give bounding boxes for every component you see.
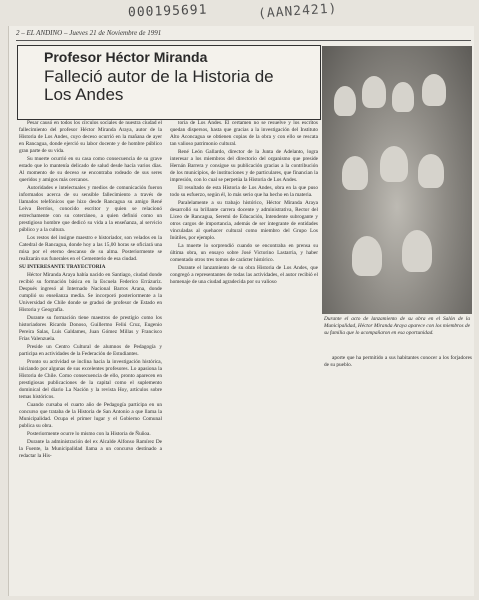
running-head: 2 – EL ANDINO – Jueves 21 de Noviembre de 1991 xyxy=(16,29,162,37)
paragraph: René León Gallardo, director de la Junta de Adelanto, logra interesar a los miembros del directorio del organismo que preside Hernán Barrera y consigue su publicación gracias a la contribución de los municipios, de instituciones y de particulares, que financian la impresión, con lo cual se perpetúa la Historia de Los Andes. xyxy=(170,149,318,183)
paragraph: Durante el lanzamiento de su obra Historia de Los Andes, que congregó a representantes de todas las actividades, el autor recibió el homenaje de una ciudad agradecida por su valioso xyxy=(170,265,318,285)
paragraph: Durante su formación tiene maestros de prestigio como los historiadores Ricardo Donoso, Guillermo Feliú Cruz, Eugenio Pereira Salas, Luis Galdames, Juan Gómez Millas y Francisco Frías Valenzuela. xyxy=(19,315,162,342)
paragraph: Posteriormente ocurre lo mismo con la Historia de Ñuñoa. xyxy=(27,431,151,437)
paragraph: aporte que ha permitido a sus habitantes conocer a los forjadores de su pueblo. xyxy=(324,355,472,368)
article-column-2 xyxy=(170,120,318,375)
paragraph: Pronto su actividad se inclina hacia la investigación histórica, iniciando por algunas de sus excelentes profesores. Lo apasiona la Historia de Chile. Como consecuencia de ello, pronto aparecen en prestigiosas publicaciones de la capital como el suplemento dominical del diario La Nación y la revista Hoy, artículos sobre temas históricos. xyxy=(19,359,162,400)
headline-box xyxy=(17,45,321,120)
paragraph: Pesar causó en todos los círculos sociales de nuestra ciudad el fallecimiento del profesor Héctor Miranda Araya, autor de la Historia de Los Andes, cuyo deceso ocurrió en la mañana de ayer en Rancagua, donde ejerció su labor docente y de hombre público gran parte de su vida. xyxy=(19,120,162,154)
article-kicker: Profesor Héctor Miranda xyxy=(44,49,208,65)
top-rule xyxy=(16,40,471,41)
paragraph: Los restos del insigne maestro e historiador, son velados en la Catedral de Rancagua, donde hoy a las 15,00 horas se oficiará una misa por el eterno descanso de su alma. Posteriormente se realizarán sus funerales en el Cementerio de esa ciudad. xyxy=(19,235,162,262)
article-subhead: SU INTERESANTE TRAYECTORIA xyxy=(19,264,106,270)
article-headline: Falleció autor de la Historia de Los Andes xyxy=(44,67,274,104)
article-photo xyxy=(322,46,472,314)
paragraph: La muerte lo sorprendió cuando se encontraba en prensa su última obra, un ensayo sobre José Victorino Lastarria, y haber comentado otros tres tomos de carácter histórico. xyxy=(170,243,318,263)
article-column-3 xyxy=(324,355,472,385)
paragraph: Su muerte ocurrió en su casa como consecuencia de su grave estado que lo mantenía delicado de salud desde hacía varios días. Al momento de su deceso se encontraba rodeado de sus seres queridos y amigos más cercanos. xyxy=(19,156,162,183)
article-column-1 xyxy=(19,120,162,592)
paragraph: El resultado de esta Historia de Los Andes, obra en la que puso todo su esfuerzo, según él, lo más serio que ha hecho en la materia. xyxy=(170,185,318,198)
paragraph: toria de Los Andes. El certamen no se resuelve y los escritos quedan dispersos, hasta que gracias a la investigación del Instituto Alto Aconcagua se obtienen copias de la obra y con ello se rescata tan valioso patrimonio cultural. xyxy=(170,120,318,147)
paragraph: Paralelamente a su trabajo histórico, Héctor Miranda Araya desarrolló su brillante carrera docente y administrativa, Rector del Liceo de Rancagua, Seremi de Educación, Intendente subrogante y otros cargos de importancia, además de ser integrante de entidades vinculadas al quehacer cultural como miembro del Grupo Los Inútiles, por ejemplo. xyxy=(170,200,318,241)
handwritten-catalog-code-right: (AAN2421) xyxy=(257,1,338,22)
handwritten-catalog-code: 000195691 xyxy=(127,2,208,21)
paragraph: Héctor Miranda Araya había nacido en Santiago, ciudad donde recibió su formación básica en la Escuela Federico Errázuriz. Después ingresó al Internado Nacional Barros Arana, donde cumplió su enseñanza media. Se incorporó posteriormente a la Universidad de Chile donde se graduó de profesor de Estado en Historia y Geografía. xyxy=(19,272,162,313)
paragraph: Cuando cursaba el cuarto año de Pedagogía participa en un concurso que trataba de la Historia de San Antonio a que llama la Municipalidad. Ocupa el primer lugar y el Gobierno Comunal publica su obra. xyxy=(19,402,162,429)
paragraph: Durante la administración del ex Alcalde Alfonso Ramírez De la Fuente, la Municipalidad llama a un concurso destinado a redactar la His- xyxy=(19,439,162,459)
photo-caption: Durante el acto de lanzamiento de su obra en el Salón de la Municipalidad, Héctor Miranda Araya aparece con los miembros de su familia que lo acompañaron en esa oportunidad. xyxy=(324,316,470,336)
paragraph: Autoridades e intelectuales y medios de comunicación fueron informados acerca de su sensible fallecimiento a través de llamados telefónicos que hizo desde Rancagua su amigo René Leiva Berríos, conocido escritor y quien se relacionó estrechamente con su coterráneo, a quien definió como un prestigioso hombre que dedicó su vida a la enseñanza, al servicio público y a la cultura. xyxy=(19,185,162,233)
paragraph: Preside un Centro Cultural de alumnos de Pedagogía y participa en actividades de la Federación de Estudiantes. xyxy=(19,344,162,357)
